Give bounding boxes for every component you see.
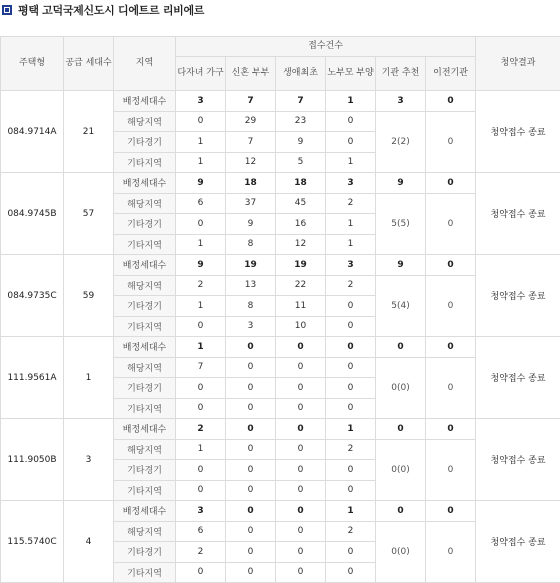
count-cell: 29	[226, 111, 276, 132]
region-cell: 해당지역	[114, 111, 176, 132]
col-header-firsttime: 생애최초	[276, 57, 326, 91]
transfer-received-cell: 0	[426, 439, 476, 501]
count-cell: 3	[326, 255, 376, 276]
count-cell: 1	[176, 152, 226, 173]
count-cell: 0	[176, 398, 226, 419]
transfer-count-cell: 0	[426, 501, 476, 522]
result-cell: 청약접수 종료	[476, 91, 560, 173]
count-cell: 45	[276, 193, 326, 214]
count-cell: 2	[176, 542, 226, 563]
transfer-count-cell: 0	[426, 419, 476, 440]
count-cell: 9	[276, 132, 326, 153]
count-cell: 0	[326, 480, 376, 501]
region-cell: 기타지역	[114, 152, 176, 173]
count-cell: 0	[326, 357, 376, 378]
transfer-received-cell: 0	[426, 275, 476, 337]
count-cell: 7	[176, 357, 226, 378]
col-header-result: 청약결과	[476, 37, 560, 91]
agency-count-cell: 9	[376, 255, 426, 276]
transfer-count-cell: 0	[426, 91, 476, 112]
unit-type-cell: 084.9714A	[1, 91, 64, 173]
count-cell: 5	[276, 152, 326, 173]
region-cell: 기타지역	[114, 562, 176, 583]
count-cell: 0	[226, 480, 276, 501]
transfer-received-cell: 0	[426, 357, 476, 419]
count-cell: 0	[176, 460, 226, 481]
col-header-region: 지역	[114, 37, 176, 91]
agency-received-cell: 0(0)	[376, 521, 426, 583]
count-cell: 6	[176, 193, 226, 214]
col-header-type: 주택형	[1, 37, 64, 91]
count-cell: 1	[326, 152, 376, 173]
count-cell: 8	[226, 234, 276, 255]
unit-type-cell: 111.9561A	[1, 337, 64, 419]
count-cell: 10	[276, 316, 326, 337]
unit-type-cell: 115.5740C	[1, 501, 64, 583]
count-cell: 9	[176, 173, 226, 194]
count-cell: 13	[226, 275, 276, 296]
region-cell: 배정세대수	[114, 173, 176, 194]
supply-count-cell: 3	[64, 419, 114, 501]
transfer-received-cell: 0	[426, 193, 476, 255]
region-cell: 배정세대수	[114, 419, 176, 440]
count-cell: 1	[326, 234, 376, 255]
subscription-table	[0, 36, 560, 583]
region-cell: 배정세대수	[114, 501, 176, 522]
count-cell: 1	[326, 419, 376, 440]
agency-received-cell: 0(0)	[376, 357, 426, 419]
count-cell: 0	[326, 460, 376, 481]
table-row	[1, 337, 560, 358]
count-cell: 37	[226, 193, 276, 214]
count-cell: 0	[276, 378, 326, 399]
count-cell: 12	[226, 152, 276, 173]
supply-count-cell: 1	[64, 337, 114, 419]
count-cell: 0	[176, 378, 226, 399]
region-cell: 기타경기	[114, 214, 176, 235]
col-header-agency: 기관 추천	[376, 57, 426, 91]
count-cell: 0	[276, 501, 326, 522]
count-cell: 3	[226, 316, 276, 337]
count-cell: 1	[326, 91, 376, 112]
count-cell: 0	[326, 111, 376, 132]
result-cell: 청약접수 종료	[476, 501, 560, 583]
count-cell: 11	[276, 296, 326, 317]
region-cell: 기타지역	[114, 316, 176, 337]
count-cell: 3	[176, 501, 226, 522]
count-cell: 12	[276, 234, 326, 255]
count-cell: 0	[226, 419, 276, 440]
supply-count-cell: 4	[64, 501, 114, 583]
count-cell: 0	[276, 337, 326, 358]
count-cell: 19	[226, 255, 276, 276]
agency-count-cell: 0	[376, 337, 426, 358]
result-cell: 청약접수 종료	[476, 337, 560, 419]
count-cell: 0	[176, 480, 226, 501]
transfer-received-cell: 0	[426, 111, 476, 173]
region-cell: 기타경기	[114, 378, 176, 399]
count-cell: 0	[226, 439, 276, 460]
table-row	[1, 501, 560, 522]
count-cell: 0	[326, 337, 376, 358]
agency-count-cell: 3	[376, 91, 426, 112]
count-cell: 0	[326, 132, 376, 153]
table-row	[1, 91, 560, 112]
count-cell: 1	[326, 501, 376, 522]
count-cell: 0	[176, 111, 226, 132]
count-cell: 0	[276, 562, 326, 583]
count-cell: 19	[276, 255, 326, 276]
region-cell: 기타지역	[114, 398, 176, 419]
region-cell: 해당지역	[114, 275, 176, 296]
count-cell: 3	[326, 173, 376, 194]
count-cell: 2	[176, 275, 226, 296]
square-bullet-icon	[2, 5, 12, 15]
count-cell: 0	[276, 460, 326, 481]
count-cell: 1	[326, 214, 376, 235]
count-cell: 0	[276, 521, 326, 542]
region-cell: 기타경기	[114, 542, 176, 563]
region-cell: 기타경기	[114, 296, 176, 317]
count-cell: 0	[226, 337, 276, 358]
transfer-count-cell: 0	[426, 255, 476, 276]
supply-count-cell: 59	[64, 255, 114, 337]
col-header-receipt: 접수건수	[176, 37, 476, 57]
count-cell: 0	[276, 480, 326, 501]
count-cell: 1	[176, 296, 226, 317]
count-cell: 1	[176, 337, 226, 358]
count-cell: 0	[276, 398, 326, 419]
region-cell: 기타지역	[114, 480, 176, 501]
supply-count-cell: 57	[64, 173, 114, 255]
table-body	[1, 91, 560, 583]
region-cell: 해당지역	[114, 193, 176, 214]
result-cell: 청약접수 종료	[476, 419, 560, 501]
count-cell: 0	[326, 562, 376, 583]
count-cell: 0	[326, 296, 376, 317]
result-cell: 청약접수 종료	[476, 173, 560, 255]
unit-type-cell: 084.9745B	[1, 173, 64, 255]
count-cell: 0	[326, 542, 376, 563]
count-cell: 7	[226, 91, 276, 112]
count-cell: 2	[326, 439, 376, 460]
count-cell: 2	[326, 193, 376, 214]
agency-received-cell: 5(5)	[376, 193, 426, 255]
agency-count-cell: 9	[376, 173, 426, 194]
agency-received-cell: 2(2)	[376, 111, 426, 173]
count-cell: 3	[176, 91, 226, 112]
count-cell: 0	[226, 521, 276, 542]
transfer-count-cell: 0	[426, 173, 476, 194]
agency-count-cell: 0	[376, 501, 426, 522]
count-cell: 0	[226, 357, 276, 378]
result-cell: 청약접수 종료	[476, 255, 560, 337]
table-row	[1, 255, 560, 276]
count-cell: 0	[326, 378, 376, 399]
count-cell: 1	[176, 234, 226, 255]
region-cell: 기타지역	[114, 234, 176, 255]
agency-received-cell: 5(4)	[376, 275, 426, 337]
agency-count-cell: 0	[376, 419, 426, 440]
region-cell: 기타경기	[114, 132, 176, 153]
col-header-transfer: 이전기관	[426, 57, 476, 91]
count-cell: 9	[226, 214, 276, 235]
count-cell: 2	[176, 419, 226, 440]
count-cell: 8	[226, 296, 276, 317]
count-cell: 9	[176, 255, 226, 276]
supply-count-cell: 21	[64, 91, 114, 173]
table-row	[1, 419, 560, 440]
count-cell: 2	[326, 275, 376, 296]
region-cell: 해당지역	[114, 521, 176, 542]
count-cell: 22	[276, 275, 326, 296]
count-cell: 1	[176, 132, 226, 153]
region-cell: 배정세대수	[114, 255, 176, 276]
col-header-newlywed: 신혼 부부	[226, 57, 276, 91]
count-cell: 7	[226, 132, 276, 153]
col-header-supply: 공급 세대수	[64, 37, 114, 91]
transfer-count-cell: 0	[426, 337, 476, 358]
table-row	[1, 173, 560, 194]
count-cell: 0	[176, 316, 226, 337]
agency-received-cell: 0(0)	[376, 439, 426, 501]
count-cell: 0	[226, 378, 276, 399]
count-cell: 0	[226, 501, 276, 522]
page-title: 평택 고덕국제신도시 디에트르 리비에르	[18, 2, 204, 18]
region-cell: 해당지역	[114, 439, 176, 460]
region-cell: 배정세대수	[114, 337, 176, 358]
count-cell: 6	[176, 521, 226, 542]
count-cell: 16	[276, 214, 326, 235]
count-cell: 18	[276, 173, 326, 194]
count-cell: 0	[276, 357, 326, 378]
count-cell: 0	[176, 562, 226, 583]
count-cell: 7	[276, 91, 326, 112]
count-cell: 23	[276, 111, 326, 132]
count-cell: 0	[326, 398, 376, 419]
count-cell: 0	[226, 542, 276, 563]
unit-type-cell: 111.9050B	[1, 419, 64, 501]
count-cell: 0	[276, 419, 326, 440]
count-cell: 0	[226, 398, 276, 419]
unit-type-cell: 084.9735C	[1, 255, 64, 337]
region-cell: 배정세대수	[114, 91, 176, 112]
count-cell: 0	[176, 214, 226, 235]
count-cell: 0	[226, 460, 276, 481]
col-header-elderly: 노부모 부양	[326, 57, 376, 91]
count-cell: 0	[276, 542, 326, 563]
count-cell: 2	[326, 521, 376, 542]
count-cell: 1	[176, 439, 226, 460]
page-header	[0, 0, 560, 20]
count-cell: 18	[226, 173, 276, 194]
count-cell: 0	[326, 316, 376, 337]
region-cell: 해당지역	[114, 357, 176, 378]
transfer-received-cell: 0	[426, 521, 476, 583]
count-cell: 0	[226, 562, 276, 583]
region-cell: 기타경기	[114, 460, 176, 481]
col-header-multichild: 다자녀 가구	[176, 57, 226, 91]
count-cell: 0	[276, 439, 326, 460]
